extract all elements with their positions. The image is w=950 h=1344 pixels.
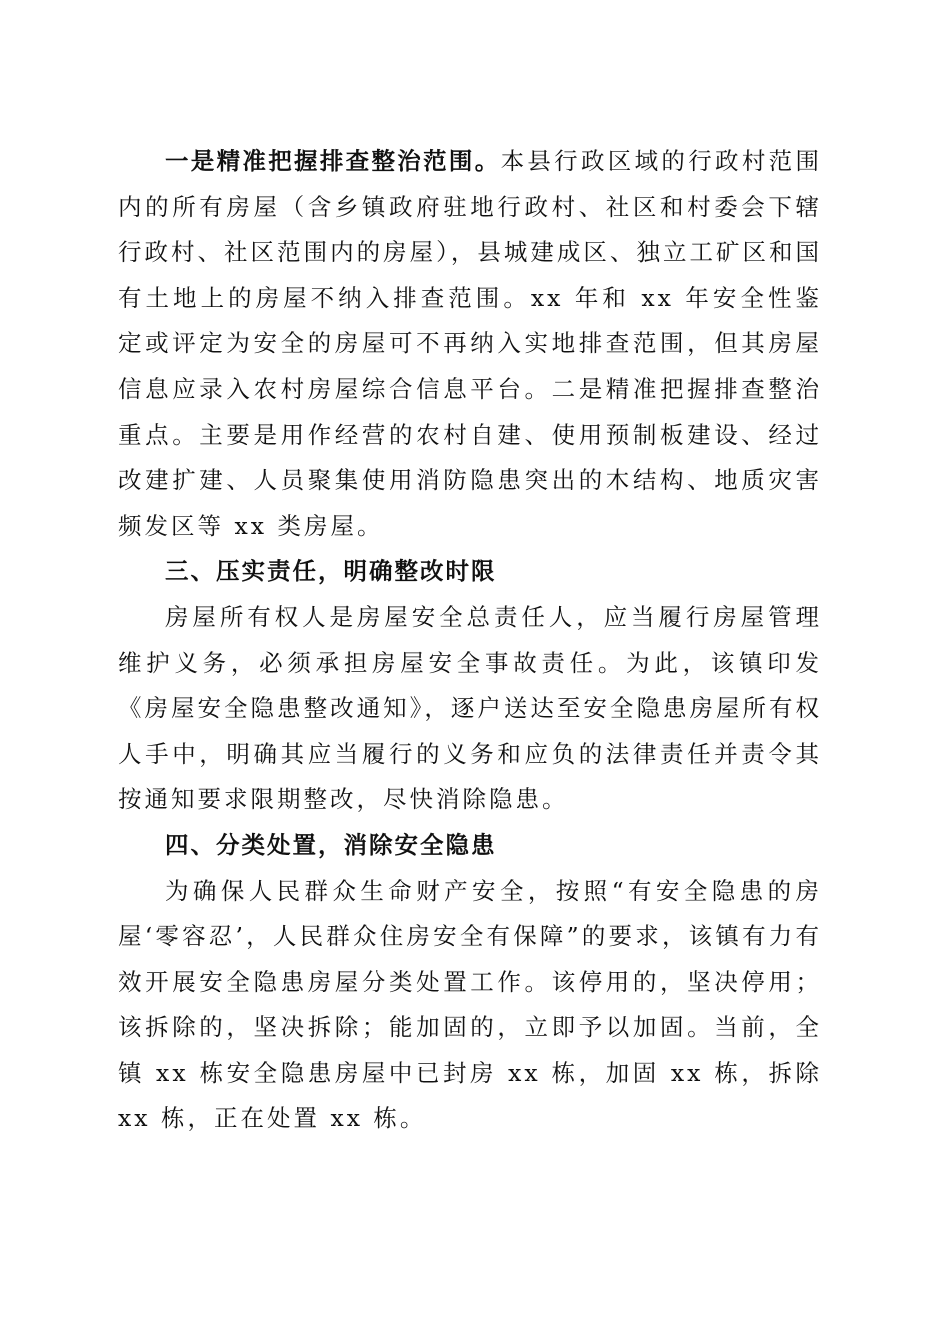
section-heading-responsibility: 三、压实责任，明确整改时限	[165, 557, 497, 586]
section-heading-disposal: 四、分类处置，消除安全隐患	[165, 830, 497, 859]
paragraph-responsibility: 房屋所有权人是房屋安全总责任人，应当履行房屋管理维护义务，必须承担房屋安全事故责任。为此，该镇印发《房屋安全隐患整改通知》，逐户送达至安全隐患房屋所有权人手中，明确其应当履行的义务和应负的法律责任并责令其按通知要求限期整改，尽快消除隐患。	[118, 602, 822, 814]
document-page	[118, 139, 822, 1142]
paragraph-body: 本县行政区域的行政村范围内的所有房屋（含乡镇政府驻地行政村、社区和村委会下辖行政村、社区范围内的房屋），县城建成区、独立工矿区和国有土地上的房屋不纳入排查范围。xx 年和 xx 年安全性鉴定或评定为安全的房屋可不再纳入实地排查范围，但其房屋信息应录入农村房屋综合信息平台。二是精准把握排查整治重点。主要是用作经营的农村自建、使用预制板建设、经过改建扩建、人员聚集使用消防隐患突出的木结构、地质灾害频发区等 xx 类房屋。	[118, 147, 822, 540]
paragraph-disposal: 为确保人民群众生命财产安全，按照“有安全隐患的房屋‘零容忍’，人民群众住房安全有保障”的要求，该镇有力有效开展安全隐患房屋分类处置工作。该停用的，坚决停用；该拆除的，坚决拆除；能加固的，立即予以加固。当前，全镇 xx 栋安全隐患房屋中已封房 xx 栋，加固 xx 栋，拆除 xx 栋，正在处置 xx 栋。	[118, 876, 822, 1133]
paragraph-lead: 一是精准把握排查整治范围。	[165, 147, 501, 175]
paragraph-scope-and-focus	[118, 139, 822, 549]
